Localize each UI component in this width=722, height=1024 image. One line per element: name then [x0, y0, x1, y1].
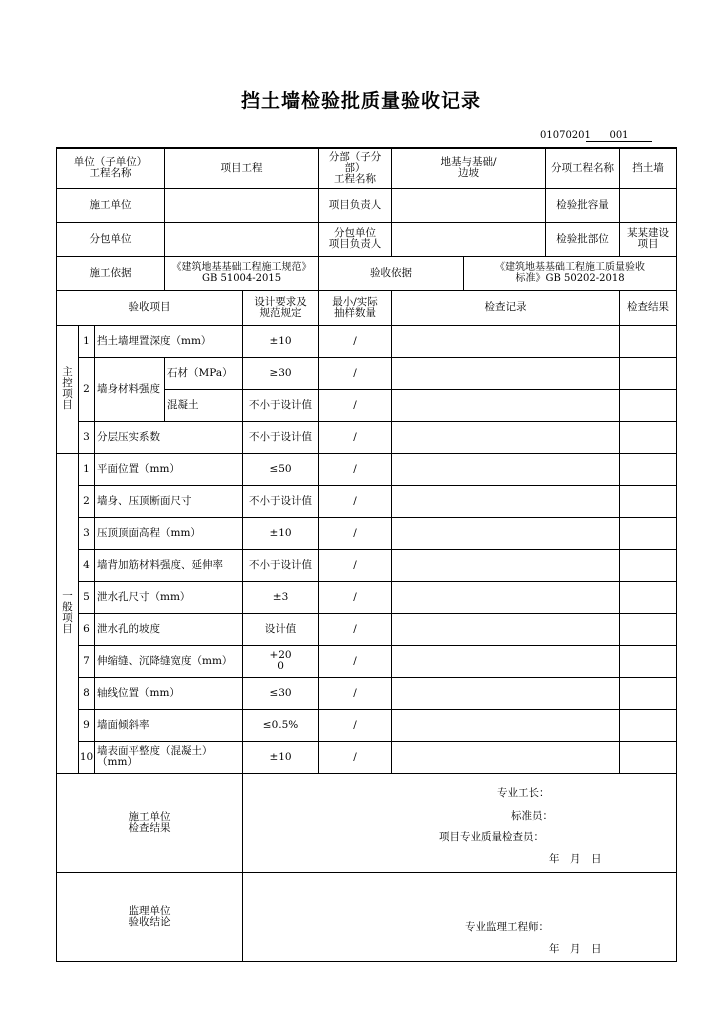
- item-req: ±3: [243, 581, 319, 613]
- subitem-value[interactable]: 挡土墙: [620, 148, 677, 188]
- item-name: 伸缩缝、沉降缝宽度（mm）: [95, 645, 243, 677]
- engineer-label: 专业监理工程师：: [465, 920, 550, 933]
- item-result[interactable]: [620, 421, 677, 453]
- item-record[interactable]: [392, 549, 620, 581]
- item-no: 7: [79, 645, 95, 677]
- item-req: 设计值: [243, 613, 319, 645]
- item-sample[interactable]: /: [319, 677, 392, 709]
- unit-value[interactable]: 项目工程: [165, 148, 319, 188]
- item-sample[interactable]: /: [319, 741, 392, 773]
- item-name: 墙表面平整度（混凝土）（mm）: [95, 741, 243, 773]
- sub-item-name: 石材（MPa）: [165, 357, 243, 389]
- supervision-label: 监理单位 验收结论: [57, 872, 243, 961]
- item-no: 4: [79, 549, 95, 581]
- item-req: 不小于设计值: [243, 421, 319, 453]
- item-req: 不小于设计值: [243, 549, 319, 581]
- item-result[interactable]: [620, 357, 677, 389]
- capacity-value[interactable]: [620, 188, 677, 222]
- accept-basis-label: 验收依据: [319, 256, 464, 290]
- item-result[interactable]: [620, 581, 677, 613]
- item-name: 墙身材料强度: [95, 357, 165, 421]
- item-result[interactable]: [620, 549, 677, 581]
- basis-label: 施工依据: [57, 256, 165, 290]
- item-name: 压顶顶面高程（mm）: [95, 517, 243, 549]
- item-sample[interactable]: /: [319, 645, 392, 677]
- capacity-label: 检验批容量: [546, 188, 620, 222]
- sub-pm-value[interactable]: [392, 222, 546, 256]
- item-sample[interactable]: /: [319, 613, 392, 645]
- item-sample[interactable]: /: [319, 709, 392, 741]
- item-result[interactable]: [620, 677, 677, 709]
- item-sample[interactable]: /: [319, 485, 392, 517]
- item-sample[interactable]: /: [319, 453, 392, 485]
- item-no: 1: [79, 325, 95, 357]
- item-sample[interactable]: /: [319, 421, 392, 453]
- pm-value[interactable]: [392, 188, 546, 222]
- item-req: ≥30: [243, 357, 319, 389]
- item-no: 1: [79, 453, 95, 485]
- item-no: 10: [79, 741, 95, 773]
- subcontractor-label: 分包单位: [57, 222, 165, 256]
- item-req: +20 0: [243, 645, 319, 677]
- item-record[interactable]: [392, 709, 620, 741]
- supervision-area[interactable]: [243, 872, 677, 961]
- item-name: 轴线位置（mm）: [95, 677, 243, 709]
- sub-item-name: 混凝土: [165, 389, 243, 421]
- construction-date: 年 月 日: [549, 852, 602, 865]
- item-record[interactable]: [392, 645, 620, 677]
- item-sample[interactable]: /: [319, 325, 392, 357]
- main-control-group: 主 控 项 目: [57, 325, 79, 453]
- construction-check-label: 施工单位 检查结果: [57, 773, 243, 872]
- item-name: 墙身、压顶断面尺寸: [95, 485, 243, 517]
- item-result[interactable]: [620, 485, 677, 517]
- item-no: 9: [79, 709, 95, 741]
- record-code: [540, 130, 652, 142]
- item-req: 不小于设计值: [243, 389, 319, 421]
- subdiv-value[interactable]: 地基与基础/ 边坡: [392, 148, 546, 188]
- item-record[interactable]: [392, 613, 620, 645]
- subdiv-label: 分部（子分部） 工程名称: [319, 148, 392, 188]
- col-record: 检查记录: [392, 290, 620, 325]
- general-group: 一 般 项 目: [57, 453, 79, 773]
- item-result[interactable]: [620, 517, 677, 549]
- page-title: 挡土墙检验批质量验收记录: [240, 90, 481, 112]
- item-req: ≤0.5%: [243, 709, 319, 741]
- part-label: 检验批部位: [546, 222, 620, 256]
- item-name: 挡土墙埋置深度（mm）: [95, 325, 243, 357]
- item-no: 3: [79, 421, 95, 453]
- item-record[interactable]: [392, 357, 620, 389]
- item-result[interactable]: [620, 613, 677, 645]
- item-no: 5: [79, 581, 95, 613]
- sub-pm-label: 分包单位 项目负责人: [319, 222, 392, 256]
- unit-label: 单位（子单位） 工程名称: [57, 148, 165, 188]
- item-name: 墙面倾斜率: [95, 709, 243, 741]
- item-record[interactable]: [392, 485, 620, 517]
- part-value[interactable]: 某某建设项目: [620, 222, 677, 256]
- supervision-date: 年 月 日: [549, 942, 602, 955]
- item-result[interactable]: [620, 741, 677, 773]
- contractor-label: 施工单位: [57, 188, 165, 222]
- item-req: ≤30: [243, 677, 319, 709]
- item-no: 6: [79, 613, 95, 645]
- item-req: ≤50: [243, 453, 319, 485]
- code-prefix: 01070201: [540, 130, 591, 141]
- item-result[interactable]: [620, 453, 677, 485]
- item-no: 8: [79, 677, 95, 709]
- col-sample: 最小/实际 抽样数量: [319, 290, 392, 325]
- item-record[interactable]: [392, 517, 620, 549]
- col-item: 验收项目: [57, 290, 243, 325]
- item-record[interactable]: [392, 325, 620, 357]
- item-no: 3: [79, 517, 95, 549]
- item-record[interactable]: [392, 453, 620, 485]
- item-record[interactable]: [392, 677, 620, 709]
- item-sample[interactable]: /: [319, 357, 392, 389]
- item-result[interactable]: [620, 709, 677, 741]
- item-name: 泄水孔的坡度: [95, 613, 243, 645]
- item-req: ±10: [243, 741, 319, 773]
- code-number: 001: [586, 130, 652, 142]
- item-sample[interactable]: /: [319, 517, 392, 549]
- item-result[interactable]: [620, 389, 677, 421]
- contractor-value[interactable]: [165, 188, 319, 222]
- item-result[interactable]: [620, 325, 677, 357]
- item-record[interactable]: [392, 389, 620, 421]
- item-record[interactable]: [392, 581, 620, 613]
- subitem-label: 分项工程名称: [546, 148, 620, 188]
- basis-value[interactable]: 《建筑地基基础工程施工规范》 GB 51004-2015: [165, 256, 319, 290]
- inspection-table: [56, 147, 677, 962]
- pm-label: 项目负责人: [319, 188, 392, 222]
- item-req: 不小于设计值: [243, 485, 319, 517]
- standard-label: 标准员：: [511, 809, 554, 822]
- item-no: 2: [79, 357, 95, 421]
- item-sample[interactable]: /: [319, 581, 392, 613]
- item-name: 墙背加筋材料强度、延伸率: [95, 549, 243, 581]
- subcontractor-value[interactable]: [165, 222, 319, 256]
- item-name: 泄水孔尺寸（mm）: [95, 581, 243, 613]
- construction-check-area[interactable]: [243, 773, 677, 872]
- item-req: ±10: [243, 517, 319, 549]
- item-name: 分层压实系数: [95, 421, 243, 453]
- item-result[interactable]: [620, 645, 677, 677]
- item-record[interactable]: [392, 741, 620, 773]
- item-sample[interactable]: /: [319, 389, 392, 421]
- accept-basis-value[interactable]: 《建筑地基基础工程施工质量验收 标准》GB 50202-2018: [464, 256, 677, 290]
- item-record[interactable]: [392, 421, 620, 453]
- inspector-label: 项目专业质量检查员：: [439, 830, 545, 843]
- col-req: 设计要求及 规范规定: [243, 290, 319, 325]
- col-result: 检查结果: [620, 290, 677, 325]
- item-req: ±10: [243, 325, 319, 357]
- item-name: 平面位置（mm）: [95, 453, 243, 485]
- item-sample[interactable]: /: [319, 549, 392, 581]
- item-no: 2: [79, 485, 95, 517]
- foreman-label: 专业工长：: [497, 786, 550, 799]
